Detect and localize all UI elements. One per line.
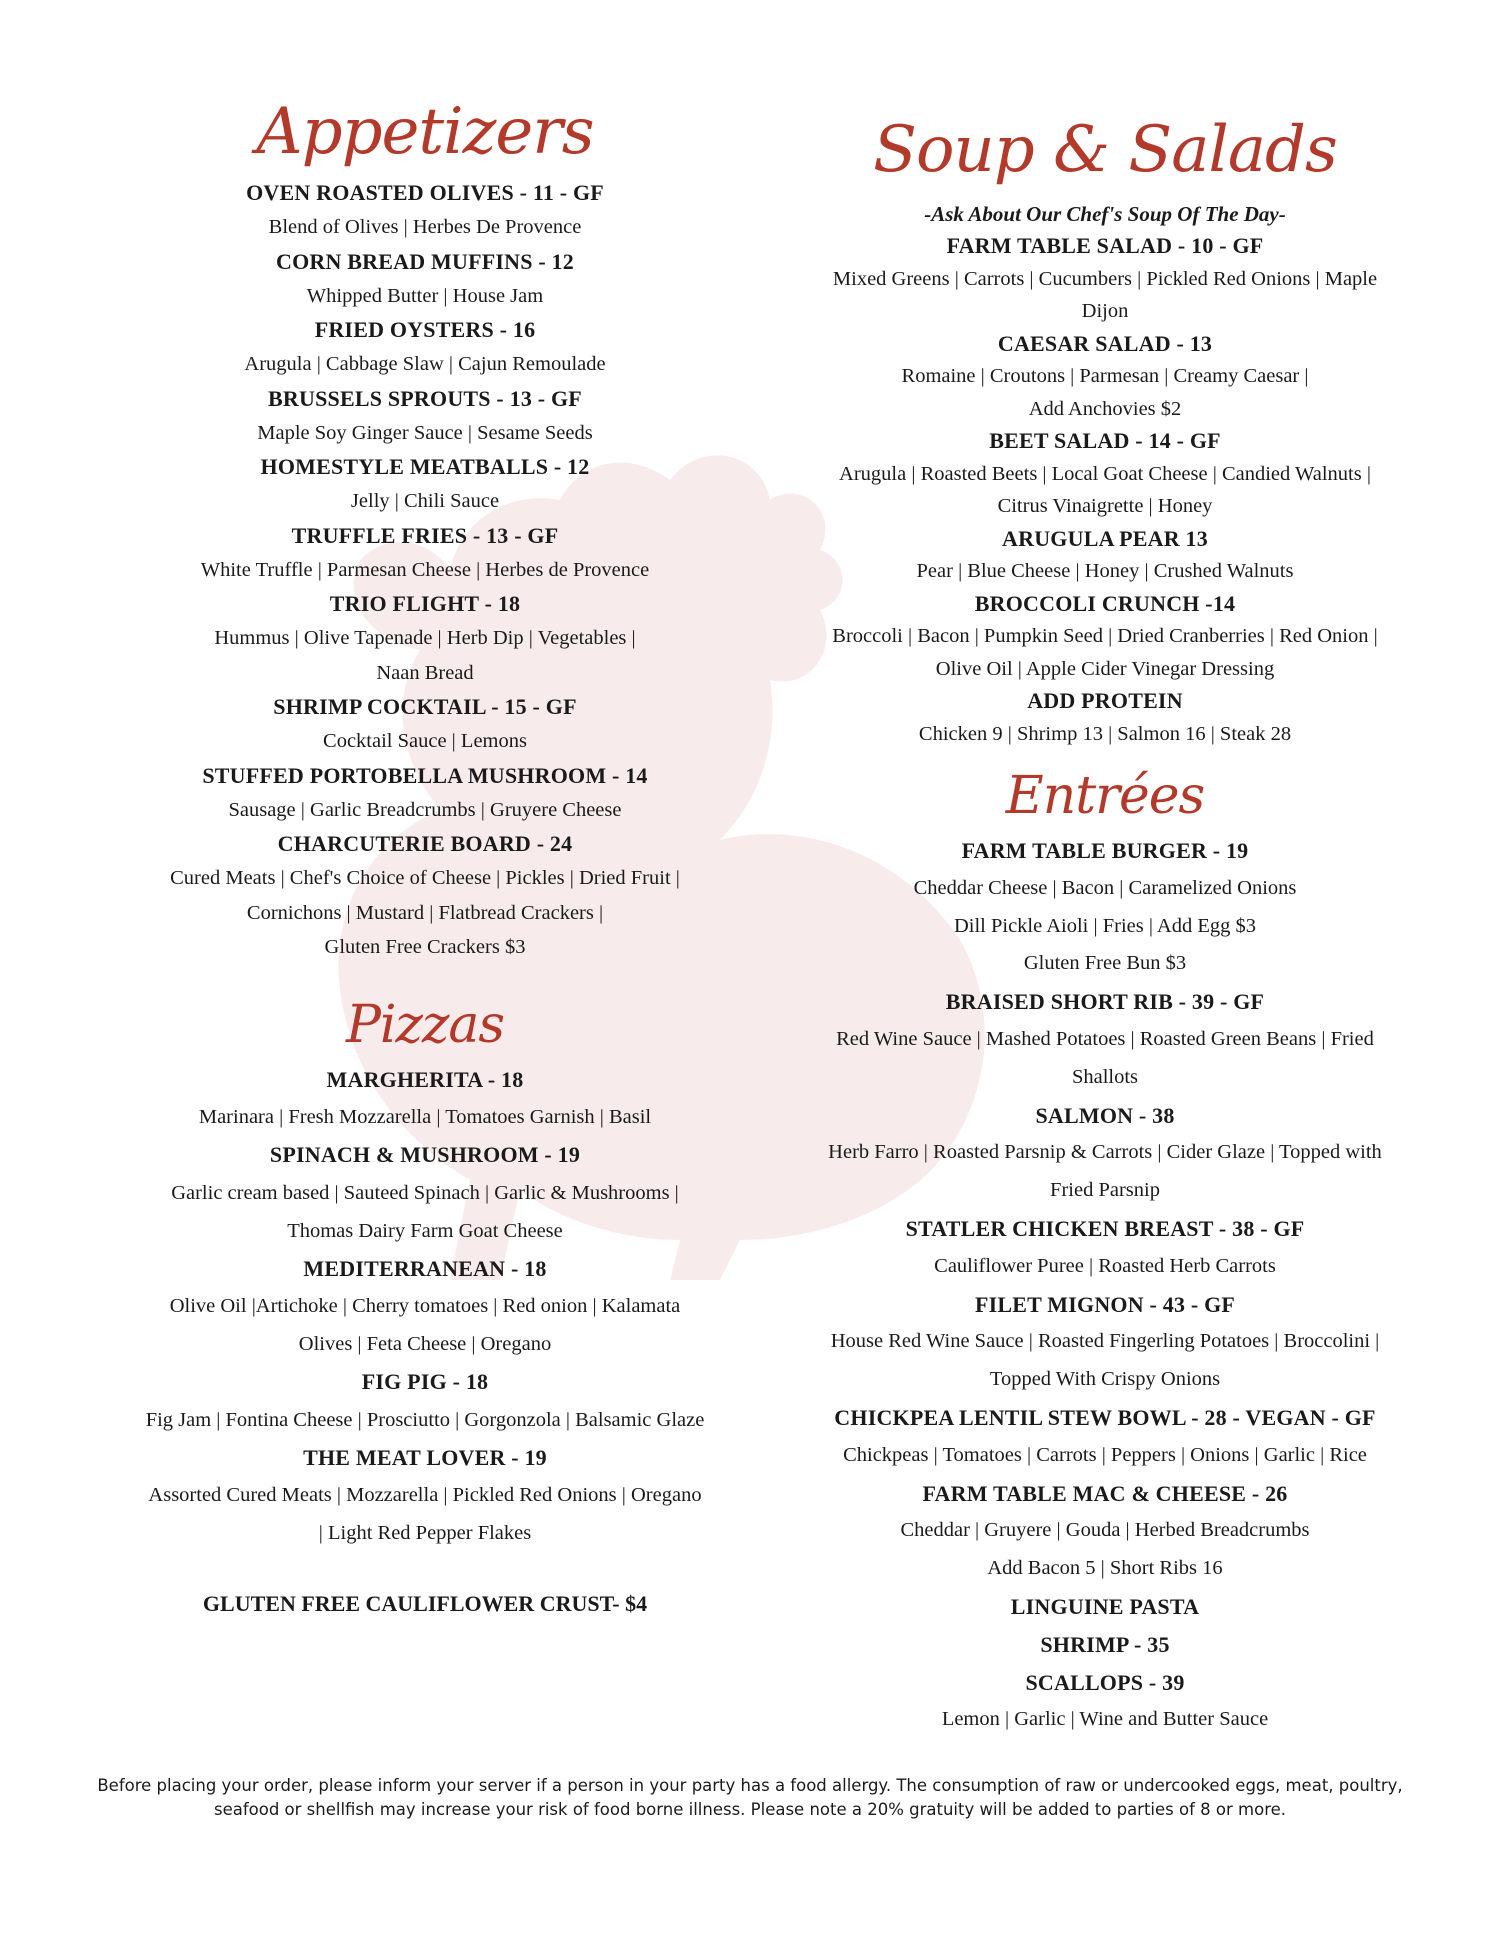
appetizers-heading: Appetizers [256,95,594,169]
menu-item-name: ARUGULA PEAR 13 [1002,525,1208,551]
menu-item [775,1588,1435,1626]
menu-item-description: Romaine | Croutons | Parmesan | Creamy Caesar | [901,365,1309,387]
menu-item [90,450,760,519]
menu-item [775,1475,1435,1588]
menu-item [90,1250,760,1364]
gluten-free-crust-note: GLUTEN FREE CAULIFLOWER CRUST- $4 [202,1591,648,1616]
menu-item-description: White Truffle | Parmesan Cheese | Herbes de Provence [200,558,650,581]
menu-item-name: BRAISED SHORT RIB - 39 - GF [945,989,1265,1015]
menu-item-description: Cheddar Cheese | Bacon | Caramelized Onions [913,876,1297,899]
entrees-section [775,766,1435,1739]
soup-of-the-day-note: -Ask About Our Chef's Soup Of The Day- [924,202,1286,226]
menu-item-description: Lemon | Garlic | Wine and Butter Sauce [941,1708,1269,1731]
menu-item-description: Olive Oil |Artichoke | Cherry tomatoes | Red onion | Kalamata [169,1295,681,1317]
menu-item [90,313,760,382]
menu-item-name: SHRIMP - 35 [1040,1631,1170,1657]
menu-item-description: Citrus Vinaigrette | Honey [997,495,1213,517]
menu-item-description: Fried Parsnip [1050,1179,1160,1202]
menu-item-description: Add Anchovies $2 [1028,397,1182,420]
menu-item-description: Gluten Free Bun $3 [1023,952,1187,975]
menu-item-description: Arugula | Roasted Beets | Local Goat Cheese | Candied Walnuts | [839,462,1371,485]
menu-item [775,685,1435,750]
menu-item-description: Dijon [1081,300,1129,322]
menu-item [775,832,1435,983]
menu-item [90,519,760,588]
menu-item-description: Marinara | Fresh Mozzarella | Tomatoes Garnish | Basil [198,1106,652,1128]
menu-item-description: Hummus | Olive Tapenade | Herb Dip | Vegetables | [214,627,636,649]
menu-item-description: Garlic cream based | Sauteed Spinach | Garlic & Mushrooms | [171,1181,679,1204]
menu-item-description: Whipped Butter | House Jam [306,284,544,307]
menu-item-description: Add Bacon 5 | Short Ribs 16 [987,1557,1223,1580]
menu-item-description: Cornichons | Mustard | Flatbread Crackers | [246,901,604,924]
menu-item-description: House Red Wine Sauce | Roasted Fingerling Potatoes | Broccolini | [830,1330,1380,1353]
menu-item-description: Jelly | Chili Sauce [350,490,500,512]
menu-item [90,1439,760,1553]
menu-item-description: Chickpeas | Tomatoes | Carrots | Peppers | Onions | Garlic | Rice [843,1443,1367,1466]
soup-salads-heading: Soup & Salads [873,113,1337,187]
menu-item [775,523,1435,588]
menu-item [775,1286,1435,1399]
menu-item [775,983,1435,1096]
menu-item-description: Cured Meats | Chef's Choice of Cheese | Pickles | Dried Fruit | [170,867,680,889]
disclaimer-line-1: Before placing your order, please inform your server if a person in your party has a food allergy. The consumption of raw or undercooked eggs, meat, poultry, [97,1776,1403,1795]
menu-item [90,587,760,690]
menu-item-description: Sausage | Garlic Breadcrumbs | Gruyere Cheese [228,798,622,821]
menu-item-description: Thomas Dairy Farm Goat Cheese [287,1219,563,1242]
menu-item-description: Cocktail Sauce | Lemons [323,730,527,752]
menu-item-description: Topped With Crispy Onions [989,1368,1221,1391]
menu-item-description: Cauliflower Puree | Roasted Herb Carrots [934,1254,1276,1277]
menu-item-description: | Light Red Pepper Flakes [318,1522,532,1544]
menu-item-name: BEET SALAD - 14 - GF [989,428,1221,453]
menu-item [775,588,1435,686]
menu-item [90,1061,760,1137]
menu-item [775,1399,1435,1475]
menu-item-name: FARM TABLE SALAD - 10 - GF [946,233,1264,258]
menu-item [90,176,760,245]
menu-item [90,759,760,828]
menu-item [775,425,1435,523]
menu-item-name: FARM TABLE MAC & CHEESE - 26 [922,1480,1288,1506]
menu-item [90,827,760,965]
menu-item-name: SPINACH & MUSHROOM - 19 [269,1142,581,1167]
entrees-list [775,832,1435,1739]
menu-item-name: SALMON - 38 [1035,1102,1175,1128]
menu-item-name: CHARCUTERIE BOARD - 24 [277,831,573,856]
right-column [775,113,1435,1739]
appetizers-list [90,176,760,965]
menu-item-description: Olives | Feta Cheese | Oregano [298,1333,552,1355]
menu-item-description: Broccoli | Bacon | Pumpkin Seed | Dried Cranberries | Red Onion | [832,625,1378,647]
menu-item-description: Arugula | Cabbage Slaw | Cajun Remoulade [244,353,606,375]
menu-item-name: STUFFED PORTOBELLA MUSHROOM - 14 [202,762,648,788]
entrees-heading: Entrées [1005,766,1205,826]
menu-item-name: STATLER CHICKEN BREAST - 38 - GF [905,1215,1305,1241]
menu-item [90,690,760,759]
menu-item-description: Cheddar | Gruyere | Gouda | Herbed Breadcrumbs [900,1519,1310,1542]
left-column [90,95,760,1641]
menu-item [90,1363,760,1439]
menu-item [90,1136,760,1250]
appetizers-section [90,95,760,965]
menu-item-description: Pear | Blue Cheese | Honey | Crushed Walnuts [916,560,1294,582]
menu-item-description: Fig Jam | Fontina Cheese | Prosciutto | Gorgonzola | Balsamic Glaze [145,1408,705,1431]
menu-item-description: Naan Bread [376,661,474,684]
pizzas-heading: Pizzas [345,994,505,1055]
menu-item-description: Shallots [1071,1065,1139,1088]
soup-salads-list [775,230,1435,750]
menu-item [775,1097,1435,1210]
menu-item-name: ADD PROTEIN [1027,688,1183,713]
menu-item-name: OVEN ROASTED OLIVES - 11 - GF [246,180,604,205]
menu-item-name: TRIO FLIGHT - 18 [329,591,521,616]
menu-item-name: SHRIMP COCKTAIL - 15 - GF [273,694,577,719]
menu-item-description: Mixed Greens | Carrots | Cucumbers | Pickled Red Onions | Maple [832,267,1378,290]
menu-item-description: Assorted Cured Meats | Mozzarella | Pickled Red Onions | Oregano [148,1484,702,1506]
menu-item-name: BROCCOLI CRUNCH -14 [974,590,1236,616]
pizzas-section [90,994,760,1620]
menu-item-description: Herb Farro | Roasted Parsnip & Carrots | Cider Glaze | Topped with [828,1141,1382,1164]
menu-item-name: CAESAR SALAD - 13 [997,330,1213,356]
menu-item [775,1664,1435,1740]
menu-item-name: FRIED OYSTERS - 16 [314,317,536,342]
menu-item-name: MEDITERRANEAN - 18 [303,1255,547,1281]
menu-item-name: CHICKPEA LENTIL STEW BOWL - 28 - VEGAN - GF [834,1404,1376,1430]
menu-item-name: FARM TABLE BURGER - 19 [961,838,1249,863]
menu-item [90,382,760,451]
menu-item-name: HOMESTYLE MEATBALLS - 12 [260,454,590,479]
pizzas-list [90,1061,760,1553]
soup-salads-section [775,113,1435,750]
menu-item-name: MARGHERITA - 18 [326,1066,524,1092]
menu-item [775,1210,1435,1286]
menu-item-description: Red Wine Sauce | Mashed Potatoes | Roasted Green Beans | Fried [836,1027,1374,1050]
menu-item-name: THE MEAT LOVER - 19 [303,1444,547,1470]
menu-item-name: LINGUINE PASTA [1010,1593,1200,1619]
menu-item-description: Olive Oil | Apple Cider Vinegar Dressing [935,657,1275,680]
menu-item-name: SCALLOPS - 39 [1025,1669,1185,1695]
allergy-disclaimer [40,1774,1460,1822]
menu-item-name: FILET MIGNON - 43 - GF [974,1291,1236,1317]
menu-item-name: CORN BREAD MUFFINS - 12 [276,248,574,274]
menu-item-description: Maple Soy Ginger Sauce | Sesame Seeds [257,421,593,444]
menu-item-description: Chicken 9 | Shrimp 13 | Salmon 16 | Steak 28 [918,722,1292,745]
menu-item [775,1626,1435,1664]
menu-item-description: Blend of Olives | Herbes De Provence [268,216,582,238]
menu-item [90,245,760,314]
disclaimer-line-2: seafood or shellfish may increase your risk of food borne illness. Please note a 20% gratuity will be added to parties of 8 or more. [213,1800,1287,1819]
menu-item [775,328,1435,426]
menu-item-description: Dill Pickle Aioli | Fries | Add Egg $3 [953,914,1257,937]
menu-item-name: TRUFFLE FRIES - 13 - GF [291,522,559,548]
menu-item-name: FIG PIG - 18 [361,1369,489,1394]
menu-item [775,230,1435,328]
menu-item-description: Gluten Free Crackers $3 [324,936,526,958]
menu-item-name: BRUSSELS SPROUTS - 13 - GF [268,385,582,411]
